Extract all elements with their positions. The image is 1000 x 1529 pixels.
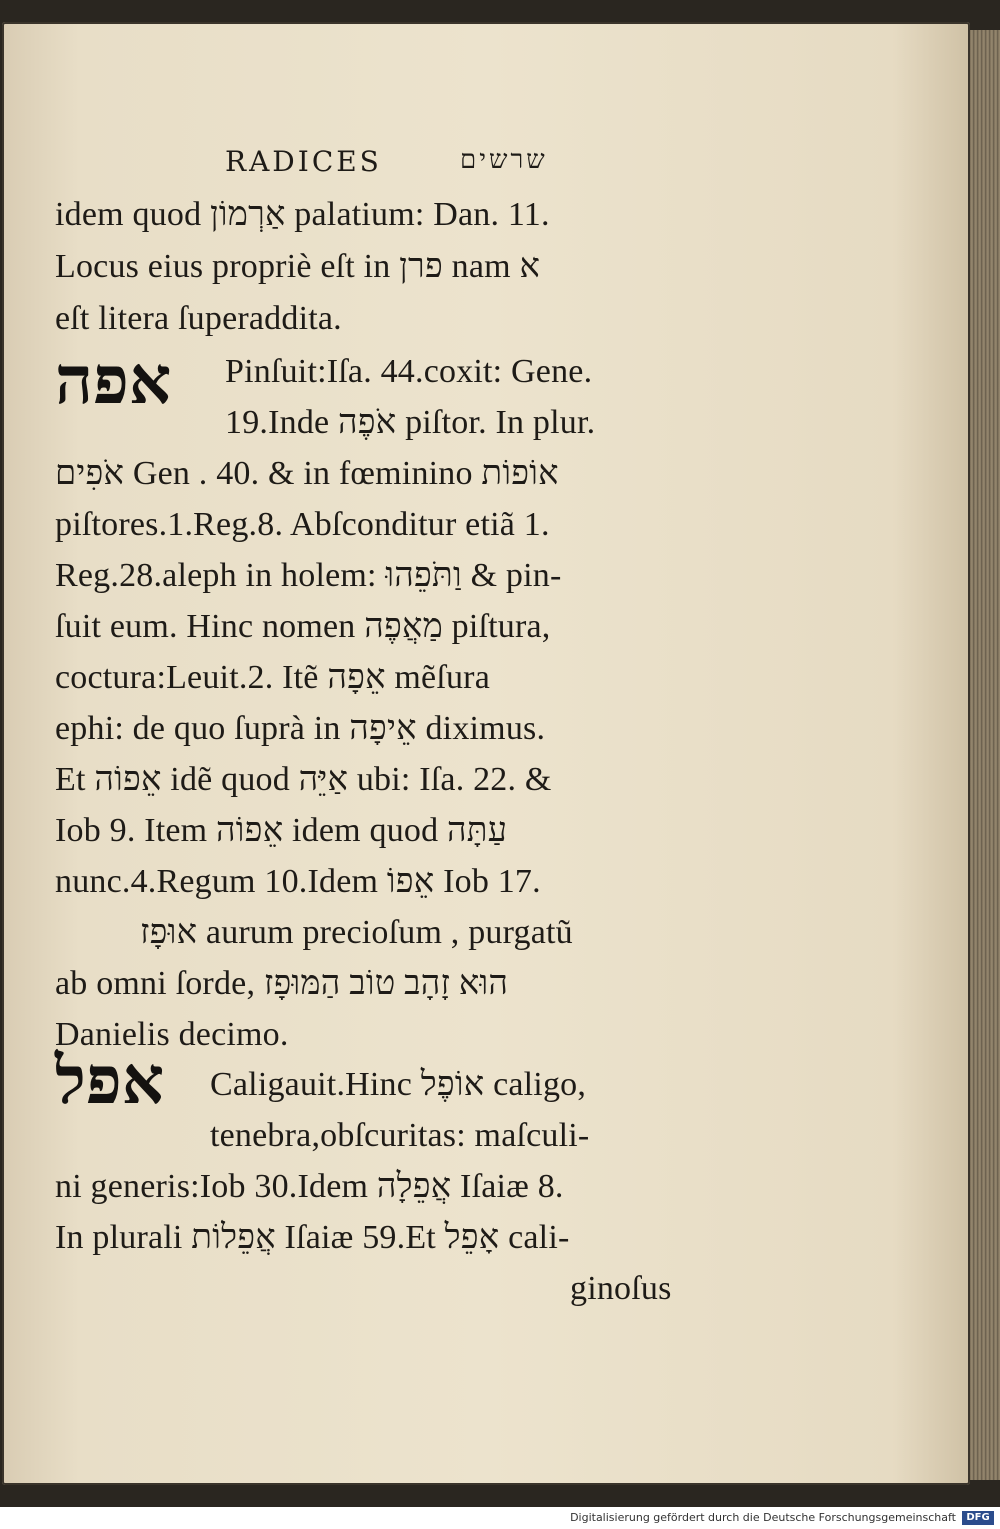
book-page xyxy=(2,22,970,1485)
text-line: Et אֵפוֹה idẽ quod אַיֵּה ubi: Iſa. 22. & xyxy=(55,761,552,798)
text-line: Caligauit.Hinc אוֹפֶל caligo, xyxy=(210,1066,587,1103)
initial-word-ofe: אפה xyxy=(55,341,172,419)
text-line: eſt litera ſuperaddita. xyxy=(55,300,342,337)
text-line: Iob 9. Item אֵפוֹה idem quod עַתָּה xyxy=(55,812,508,849)
text-line: אוּפָז aurum precioſum , purgatũ xyxy=(140,914,573,951)
text-line: Danielis decimo. xyxy=(55,1016,289,1053)
text-line: nunc.4.Regum 10.Idem אֵפוֹ Iob 17. xyxy=(55,863,541,900)
running-head xyxy=(225,145,585,179)
text-line: 19.Inde אֹפֶה piſtor. In plur. xyxy=(225,404,596,441)
text-line: ephi: de quo ſuprà in אֵיפָה diximus. xyxy=(55,710,546,747)
footer-credit: Digitalisierung gefördert durch die Deutsche Forschungsgemeinschaft xyxy=(570,1511,956,1524)
text-line: piſtores.1.Reg.8. Abſconditur etiã 1. xyxy=(55,506,550,543)
text-line: tenebra,obſcuritas: maſculi- xyxy=(210,1117,590,1154)
running-head-hebrew: שרשים xyxy=(460,145,548,175)
catchword: ginoſus xyxy=(570,1270,672,1307)
dfg-logo: DFG xyxy=(962,1511,994,1525)
footer-bar xyxy=(0,1507,1000,1529)
text-line: coctura:Leuit.2. Itẽ אֵפָה mẽſura xyxy=(55,659,490,696)
text-line: אֹפִים Gen . 40. & in fœminino אוֹפוֹת xyxy=(55,455,559,492)
text-line: ab omni ſorde, הוּא זָהָב טוֹב הַמּוּפָז xyxy=(55,965,509,1002)
text-line: In plurali אֲפֵלוֹת Iſaiæ 59.Et אָפֵל cali- xyxy=(55,1219,570,1256)
text-line: Pinſuit:Iſa. 44.coxit: Gene. xyxy=(225,353,593,390)
text-line: idem quod אַרְמוֹן palatium: Dan. 11. xyxy=(55,196,550,233)
text-line: ni generis:Iob 30.Idem אֲפֵלָה Iſaiæ 8. xyxy=(55,1168,564,1205)
initial-word-ofel: אפל xyxy=(55,1041,165,1119)
text-line: ſuit eum. Hinc nomen מַאֲפֶה piſtura, xyxy=(55,608,551,645)
running-head-latin: RADICES xyxy=(225,145,382,178)
text-line: Reg.28.aleph in holem: וַתֹּפֵהוּ & pin- xyxy=(55,557,562,594)
text-line: Locus eius propriè eſt in פרן nam א xyxy=(55,248,541,285)
book-fore-edge xyxy=(970,30,1000,1480)
